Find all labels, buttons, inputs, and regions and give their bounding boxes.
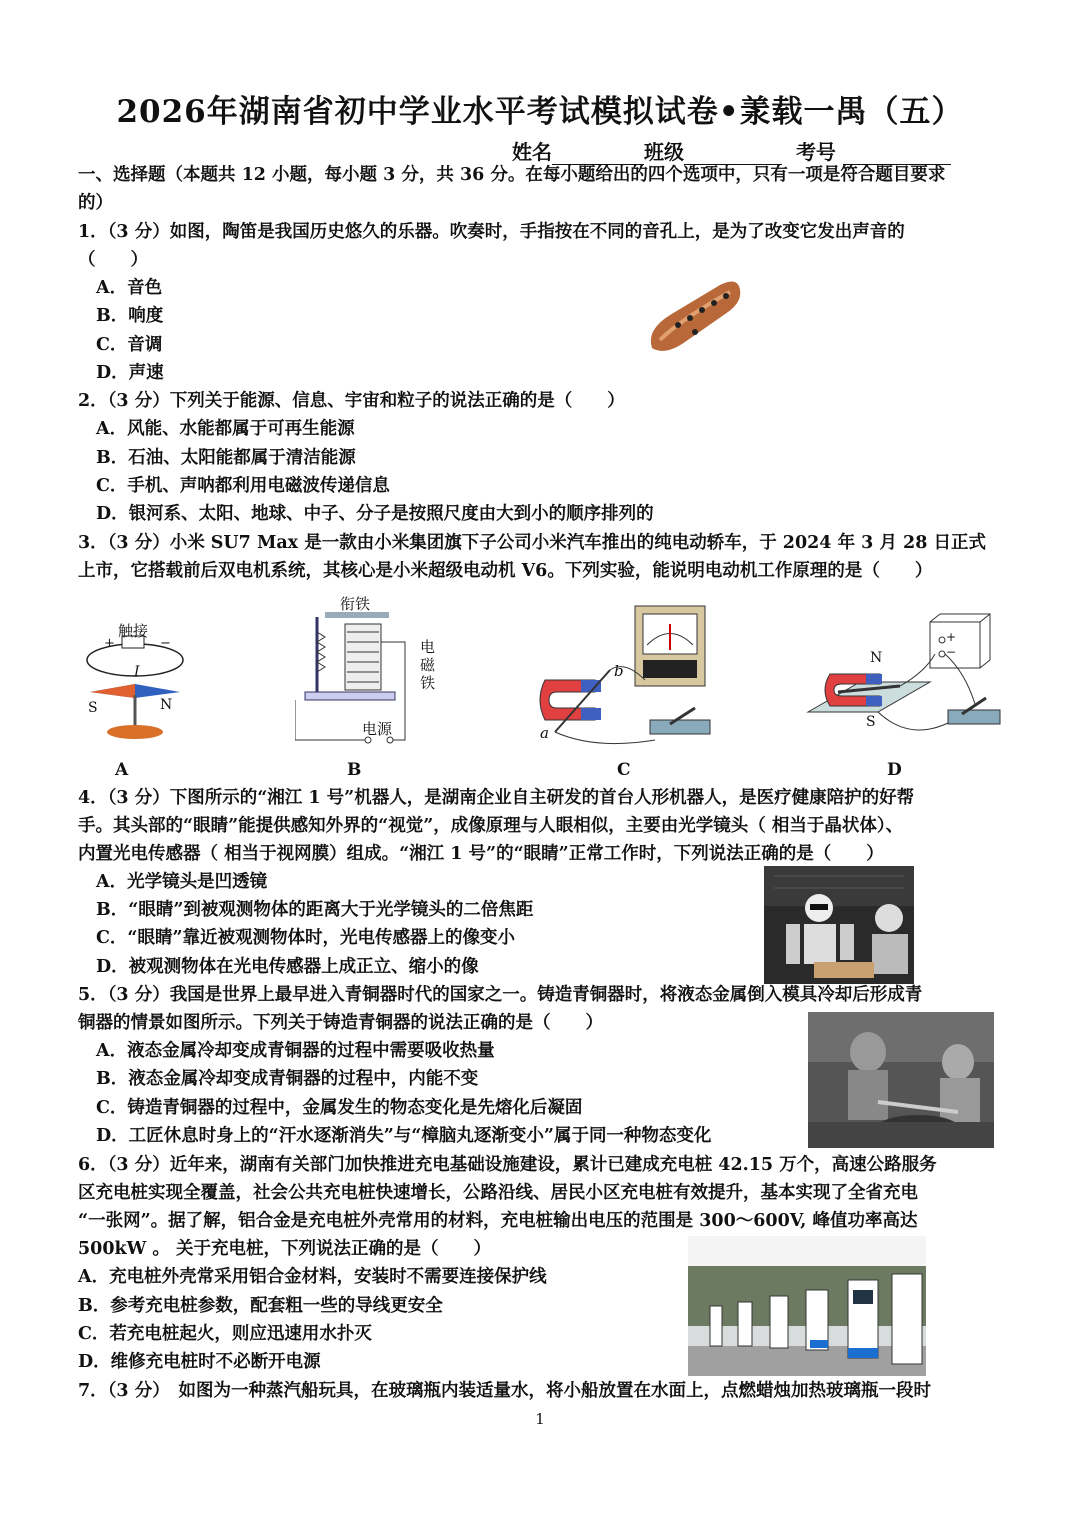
fig-c-b: b — [614, 662, 624, 680]
q4-stem: 4．（3 分）下图所示的“湘江 1 号”机器人，是湖南企业自主研发的首台人形机器人，是医疗健康陪护的好帮 — [78, 788, 915, 808]
q3-stem: 3．（3 分）小米 SU7 Max 是一款由小米集团旗下子公司小米汽车推出的纯电动轿车，于 2024 年 3 月 28 日正式 — [78, 533, 986, 553]
q4-option-c[interactable]: C．“眼睛”靠近被观测物体时，光电传感器上的像变小 — [96, 928, 516, 948]
q2-option-b[interactable]: B．石油、太阳能都属于清洁能源 — [96, 448, 356, 468]
fig-label-b: B — [347, 760, 362, 780]
q6-option-a[interactable]: A．充电桩外壳常采用铝合金材料，安装时不需要连接保护线 — [78, 1267, 547, 1287]
figure-c-induction — [535, 600, 725, 750]
q4-stem: 内置光电传感器（ 相当于视网膜）组成。“湘江 1 号”的“眼睛”正常工作时，下列说法正确的是（ ） — [78, 844, 884, 864]
fig-label-c: C — [617, 760, 631, 780]
q2-option-d[interactable]: D．银河系、太阳、地球、中子、分子是按照尺度由大到小的顺序排列的 — [96, 504, 654, 524]
fig-b-armature: 衔铁 — [340, 595, 371, 613]
q5-stem: 铜器的情景如图所示。下列关于铸造青铜器的说法正确的是（ ） — [78, 1013, 603, 1033]
name-label: 姓名 — [512, 140, 552, 164]
fig-a-minus: − — [160, 636, 171, 651]
q1-option-c[interactable]: C．音调 — [96, 335, 163, 355]
fig-d-south: S — [866, 714, 876, 730]
q1-stem: （ ） — [78, 250, 148, 270]
q2-option-a[interactable]: A．风能、水能都属于可再生能源 — [96, 419, 355, 439]
q5-option-b[interactable]: B．液态金属冷却变成青铜器的过程中，内能不变 — [96, 1069, 479, 1089]
fig-label-d: D — [887, 760, 902, 780]
class-label: 班级 — [644, 140, 684, 164]
bronze-casting-photo — [808, 1012, 994, 1148]
q6-stem: 6．（3 分）近年来，湖南有关部门加快推进充电基础设施建设，累计已建成充电桩 42.15 万个，高速公路服务 — [78, 1155, 937, 1175]
fig-a-south: S — [88, 700, 98, 716]
q4-option-d[interactable]: D．被观测物体在光电传感器上成正立、缩小的像 — [96, 957, 479, 977]
fig-b-power: 电源 — [362, 720, 393, 738]
fig-a-north: N — [160, 697, 173, 713]
q1-option-b[interactable]: B．响度 — [96, 306, 164, 326]
q1-option-d[interactable]: D．声速 — [96, 363, 164, 383]
q2-option-c[interactable]: C．手机、声呐都利用电磁波传递信息 — [96, 476, 390, 496]
q6-option-d[interactable]: D．维修充电桩时不必断开电源 — [78, 1352, 321, 1372]
q6-stem: 500kW 。 关于充电桩，下列说法正确的是（ ） — [78, 1239, 491, 1259]
q5-option-a[interactable]: A．液态金属冷却变成青铜器的过程中需要吸收热量 — [96, 1041, 495, 1061]
figure-d-motor — [800, 612, 1005, 742]
q3-stem: 上市，它搭载前后双电机系统，其核心是小米超级电动机 V6。下列实验，能说明电动机工作原理的是（ ） — [78, 561, 933, 581]
fig-label-a: A — [115, 760, 129, 780]
q6-option-b[interactable]: B．参考充电桩参数，配套粗一些的导线更安全 — [78, 1296, 443, 1316]
fig-d-north: N — [870, 650, 883, 666]
page-number: 1 — [535, 1410, 545, 1428]
page-title: 2026年湖南省初中学业水平考试模拟试卷•羕载一禺（五） — [116, 94, 964, 130]
q5-stem: 5．（3 分）我国是世界上最早进入青铜器时代的国家之一。铸造青铜器时，将液态金属倒入模具冷却后形成青 — [78, 985, 923, 1005]
fig-b-em1: 电 — [420, 638, 436, 656]
q6-stem: “一张网”。据了解，铝合金是充电桩外壳常用的材料，充电桩输出电压的范围是 300～600V, 峰值功率高达 — [78, 1211, 918, 1231]
fig-c-a: a — [540, 724, 549, 742]
q4-option-b[interactable]: B．“眼睛”到被观测物体的距离大于光学镜头的二倍焦距 — [96, 900, 534, 920]
id-label: 考号 — [795, 140, 836, 164]
section-heading-cont: 的） — [78, 193, 113, 213]
q1-stem: 1．（3 分）如图，陶笛是我国历史悠久的乐器。吹奏时，手指按在不同的音孔上，是为了改变它发出声音的 — [78, 222, 905, 242]
q7-stem: 7．（3 分） 如图为一种蒸汽船玩具，在玻璃瓶内装适量水，将小船放置在水面上，点燃蜡烛加热玻璃瓶一段时 — [78, 1381, 931, 1401]
fig-a-current: I — [134, 664, 140, 680]
section-heading: 一、选择题（本题共 12 小题，每小题 3 分，共 36 分。在每小题给出的四个选项中，只有一项是符合题目要求 — [78, 165, 946, 185]
fig-b-em2: 磁 — [420, 656, 436, 674]
q4-option-a[interactable]: A．光学镜头是凹透镜 — [96, 872, 268, 892]
fig-d-plus: + — [946, 630, 957, 644]
q6-option-c[interactable]: C．若充电桩起火，则应迅速用水扑灭 — [78, 1324, 372, 1344]
q1-option-a[interactable]: A．音色 — [96, 278, 163, 298]
q5-option-d[interactable]: D．工匠休息时身上的“汗水逐渐消失”与“樟脑丸逐渐变小”属于同一种物态变化 — [96, 1126, 712, 1146]
fig-b-em3: 铁 — [420, 674, 436, 692]
fig-a-plus: + — [104, 636, 115, 651]
q5-option-c[interactable]: C．铸造青铜器的过程中，金属发生的物态变化是先熔化后凝固 — [96, 1098, 583, 1118]
q2-stem: 2．（3 分）下列关于能源、信息、宇宙和粒子的说法正确的是（ ） — [78, 391, 625, 411]
q4-stem: 手。其头部的“眼睛”能提供感知外界的“视觉”，成像原理与人眼相似，主要由光学镜头（ 相当于晶状体）、 — [78, 816, 904, 836]
ocarina-image — [640, 270, 750, 365]
charging-station-photo — [688, 1236, 926, 1376]
robot-photo — [764, 866, 914, 984]
fig-a-label-touch: 触接 — [118, 622, 149, 640]
q6-stem: 区充电桩实现全覆盖，社会公共充电桩快速增长，公路沿线、居民小区充电桩有效提升，基本实现了全省充电 — [78, 1183, 918, 1203]
fig-d-minus: − — [946, 645, 957, 659]
